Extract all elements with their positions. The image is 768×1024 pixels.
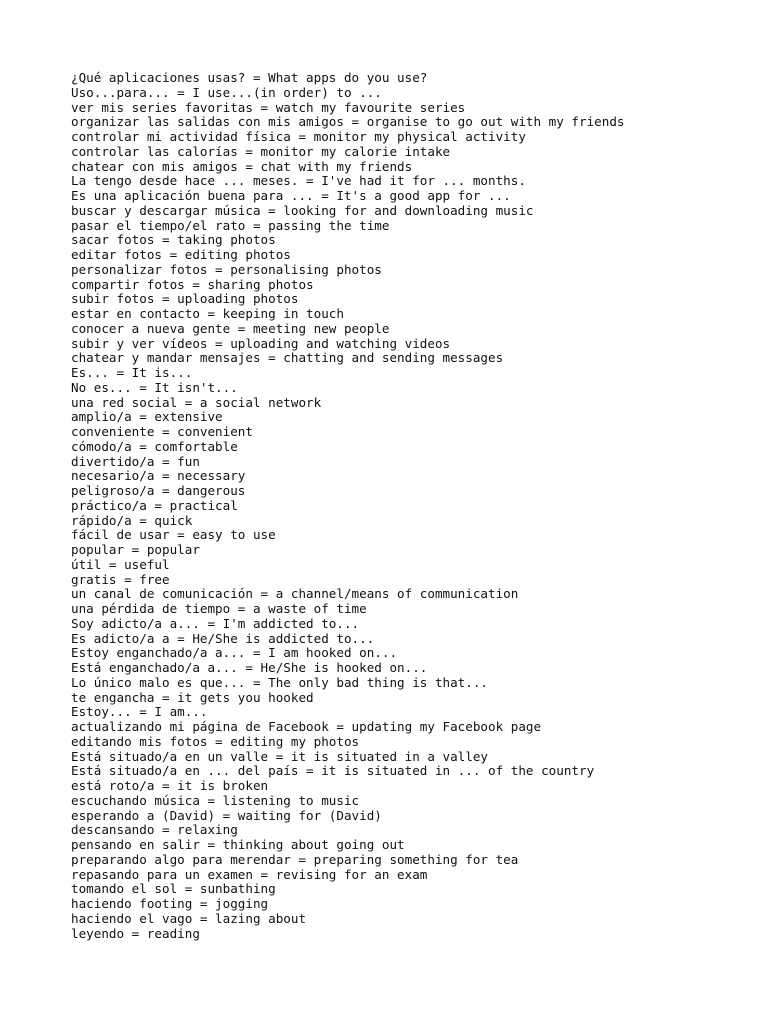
vocab-line: Estoy... = I am... <box>71 704 208 720</box>
vocab-line: una red social = a social network <box>71 394 322 410</box>
vocab-line: No es... = It isn't... <box>71 379 238 395</box>
vocab-line: tomando el sol = sunbathing <box>71 881 276 897</box>
vocab-line: necesario/a = necessary <box>71 468 246 484</box>
vocab-line: haciendo footing = jogging <box>71 896 269 911</box>
vocab-line: Uso...para... = I use...(in order) to ... <box>71 84 382 100</box>
vocab-line: pensando en salir = thinking about going out <box>71 837 405 852</box>
vocab-line: Es adicto/a a = He/She is addicted to... <box>71 630 375 646</box>
vocab-line: fácil de usar = easy to use <box>71 527 276 543</box>
vocab-line: divertido/a = fun <box>71 453 200 469</box>
vocab-line: estar en contacto = keeping in touch <box>71 306 344 321</box>
vocab-line: práctico/a = practical <box>71 497 238 513</box>
vocab-line: La tengo desde hace ... meses. = I've had it for ... months. <box>71 173 526 189</box>
vocab-line: Es una aplicación buena para ... = It's a good app for ... <box>71 188 511 203</box>
vocab-line: conveniente = convenient <box>71 424 253 439</box>
vocab-line: Está situado/a en ... del país = it is situated in ... of the country <box>71 763 595 779</box>
vocab-line: esperando a (David) = waiting for (David) <box>71 807 382 823</box>
vocab-line: Soy adicto/a a... = I'm addicted to... <box>71 615 360 631</box>
vocab-line: buscar y descargar música = looking for and downloading music <box>71 202 534 218</box>
vocab-line: actualizando mi página de Facebook = updating my Facebook page <box>71 719 542 734</box>
vocab-line: gratis = free <box>71 571 170 587</box>
vocab-line: sacar fotos = taking photos <box>71 232 276 248</box>
vocab-line: Lo único malo es que... = The only bad thing is that... <box>71 674 489 690</box>
vocab-line: controlar mi actividad física = monitor my physical activity <box>71 129 526 144</box>
vocab-line: subir fotos = uploading photos <box>71 291 299 307</box>
vocab-line: cómodo/a = comfortable <box>71 438 238 454</box>
vocab-line: ¿Qué aplicaciones usas? = What apps do you use? <box>71 70 428 85</box>
vocab-line: leyendo = reading <box>71 925 200 941</box>
vocab-line: controlar las calorías = monitor my calorie intake <box>71 143 451 159</box>
vocab-line: repasando para un examen = revising for an exam <box>71 866 428 882</box>
vocab-line: compartir fotos = sharing photos <box>71 276 314 292</box>
vocab-line: un canal de comunicación = a channel/means of communication <box>71 586 519 602</box>
vocab-line: escuchando música = listening to music <box>71 792 360 808</box>
vocab-line: descansando = relaxing <box>71 822 238 838</box>
vocab-line: peligroso/a = dangerous <box>71 483 246 498</box>
vocab-line: útil = useful <box>71 556 170 572</box>
vocab-line: Es... = It is... <box>71 365 193 380</box>
vocab-line: subir y ver vídeos = uploading and watching videos <box>71 335 451 351</box>
vocab-line: te engancha = it gets you hooked <box>71 689 314 705</box>
vocab-line: editando mis fotos = editing my photos <box>71 733 360 749</box>
vocab-line: pasar el tiempo/el rato = passing the time <box>71 217 390 233</box>
vocab-line: una pérdida de tiempo = a waste of time <box>71 601 367 616</box>
vocab-line: editar fotos = editing photos <box>71 247 291 262</box>
vocabulary-page <box>71 71 751 941</box>
vocab-line: personalizar fotos = personalising photos <box>71 261 382 277</box>
vocab-line: Está situado/a en un valle = it is situated in a valley <box>71 748 489 764</box>
vocab-line: Está enganchado/a a... = He/She is hooked on... <box>71 660 428 675</box>
vocab-line: popular = popular <box>71 542 200 557</box>
vocab-line: preparando algo para merendar = preparing something for tea <box>71 851 519 867</box>
vocab-line: amplio/a = extensive <box>71 409 223 425</box>
vocab-line: está roto/a = it is broken <box>71 778 269 793</box>
vocab-line: Estoy enganchado/a a... = I am hooked on... <box>71 645 398 661</box>
vocab-line: chatear con mis amigos = chat with my friends <box>71 158 413 174</box>
vocab-line: ver mis series favoritas = watch my favourite series <box>71 99 466 115</box>
vocab-line: haciendo el vago = lazing about <box>71 910 307 926</box>
vocab-line: rápido/a = quick <box>71 512 193 528</box>
vocab-line: chatear y mandar mensajes = chatting and sending messages <box>71 350 504 366</box>
vocab-line: conocer a nueva gente = meeting new people <box>71 320 390 336</box>
vocab-line: organizar las salidas con mis amigos = organise to go out with my friends <box>71 114 625 130</box>
